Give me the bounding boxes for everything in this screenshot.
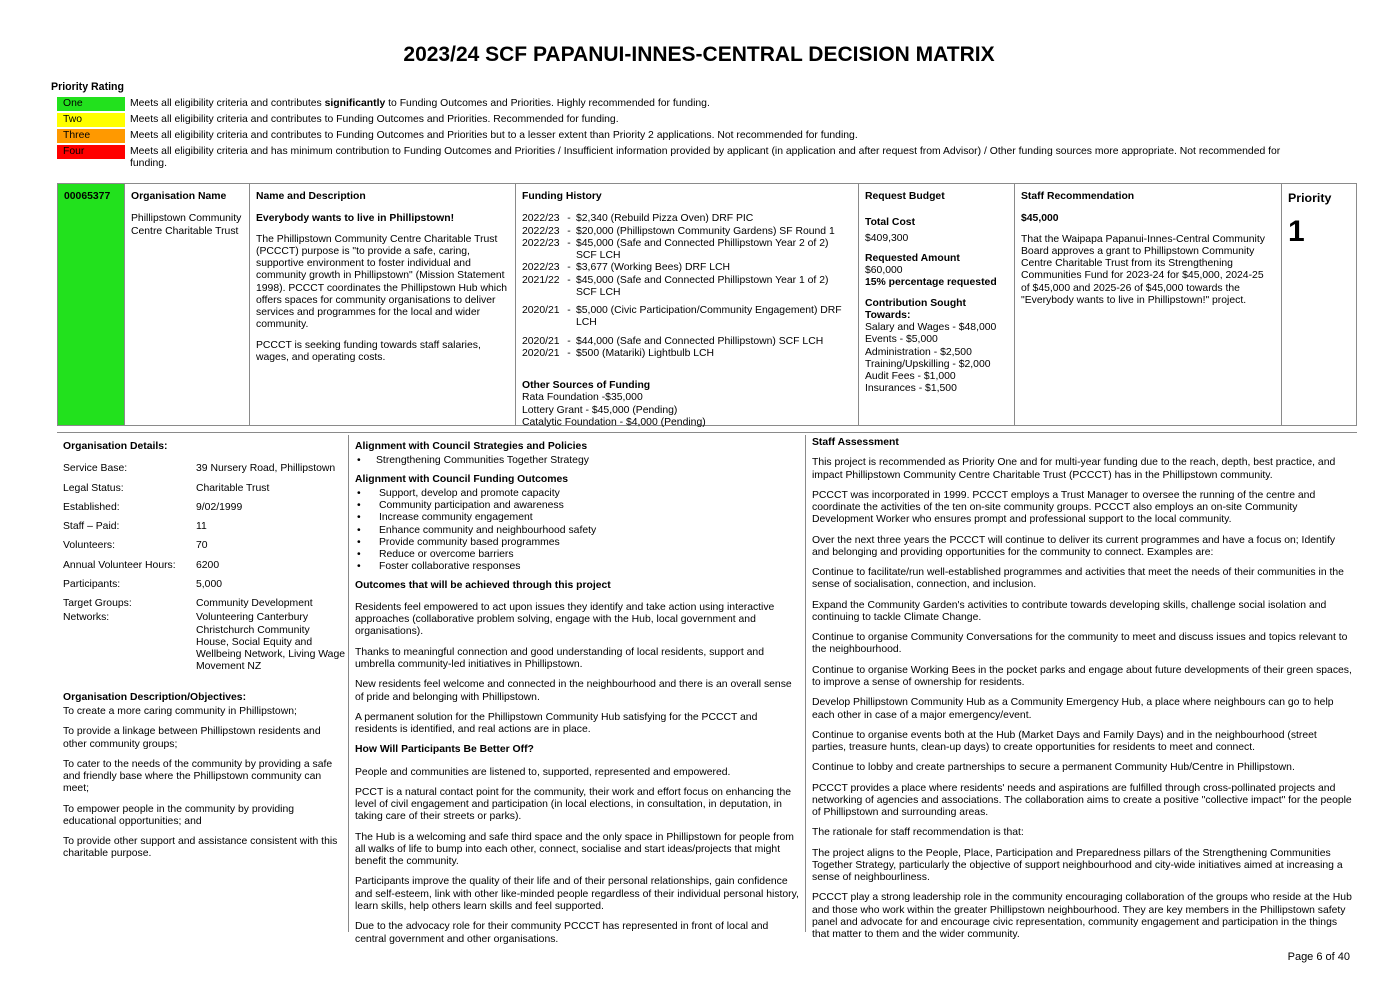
outcome-item: • Foster collaborative responses [355,561,799,573]
legend-text-part: Meets all eligibility criteria and contributes [130,98,325,109]
funding-history-item [522,262,852,274]
funding-text: $44,000 (Safe and Connected Phillipstown) SCF LCH [576,335,824,347]
recommended-amount: $45,000 [1021,213,1059,225]
funding-text: $5,000 (Civic Participation/Community Engagement) DRF LCH [576,305,842,329]
detail-value: 11 [196,521,207,533]
legend-swatch-four: Four [57,145,125,159]
outcome-item: • Support, develop and promote capacity [355,488,799,500]
funding-history-item [522,238,852,263]
detail-label: Legal Status: [63,482,124,494]
detail-value: 6200 [196,559,220,571]
funding-year: 2022/23 [522,225,560,237]
legend-row-three [57,129,1307,143]
detail-label: Service Base: [63,463,128,475]
project-outcome-item: Residents feel empowered to act upon issues they identify and take action using interactive approaches (collaborative problem solving, engage with the Hub, local government and organisations). [355,601,775,638]
request-budget-header: Request Budget [865,191,945,202]
funding-history-item [522,348,852,360]
funding-history-item [522,226,852,238]
objective-item: To cater to the needs of the community by providing a safe and friendly base where the Phillipstown community can meet; [63,758,333,795]
funding-year: 2020/21 [522,305,560,317]
contribution-item: Salary and Wages - $48,000 [865,322,997,334]
description-paragraph: The Phillipstown Community Centre Charitable Trust (PCCCT) purpose is "to provide a safe, caring, supportive environment to foster individual and community growth in Phillipstown" (Mission Statement 1998). PCCCT coordinates the Phillipstown Hub which offers spaces for community organisations to deliver services and programmes for the local and wider community. [256,233,508,331]
detail-row [63,502,345,514]
outcome-item: • Enhance community and neighbourhood safety [355,525,799,537]
project-outcome-item: A permanent solution for the Phillipstown Community Hub satisfying for the PCCCT and residents is identified, and real actions are in place. [355,711,758,736]
assessment-paragraph: Continue to lobby and create partnerships to secure a permanent Community Hub/Centre in Phillipstown. [812,762,1295,774]
assessment-paragraph: PCCCT play a strong leadership role in the community encouraging collaboration of the groups who reside at the Hub and those who work within the greater Phillipstown neighbourhood. They are key members in the Phillipstown safety panel and advocate for and encourage civic representation, community engagement and participation in the things that matter to them and the wider community. [812,892,1352,941]
legend-swatch-two: Two [57,113,125,127]
strategies-list [355,455,799,467]
assessment-paragraph: Expand the Community Garden's activities to contribute towards developing skills, challenge social isolation and continuing to tackle Climate Change. [812,599,1327,623]
funding-dash: - [567,213,571,225]
assessment-paragraph: Develop Phillipstown Community Hub as a Community Emergency Hub, a place where neighbours can go to help each other in case of a major emergency/event. [812,697,1334,721]
priority-cell [1282,184,1356,425]
detail-label: Established: [63,501,120,513]
assessment-paragraph: The project aligns to the People, Place, Participation and Preparedness pillars of the Strengthening Communities Together Strategy, particularly the objective of support neighbourhood and city-wide initiatives aimed at increasing a sense of neighbourliness. [812,847,1343,884]
other-sources-header: Other Sources of Funding [522,380,651,392]
assessment-paragraph: Continue to organise Working Bees in the pocket parks and engage about future developments of their green spaces, to improve a sense of ownership for residents. [812,664,1352,688]
priority-rating-heading: Priority Rating [51,81,124,93]
objective-item: To empower people in the community by providing educational opportunities; and [63,803,295,827]
project-outcomes-heading: Outcomes that will be achieved through this project [355,579,611,591]
section-divider [57,432,1357,433]
assessment-paragraph: The rationale for staff recommendation is that: [812,827,1024,839]
funding-year: 2020/21 [522,347,560,359]
detail-label: Annual Volunteer Hours: [63,559,176,571]
funding-dash: - [567,335,571,347]
requested-amount-label: Requested Amount [865,252,960,264]
legend-text-three: Meets all eligibility criteria and contributes to Funding Outcomes and Priorities but to a lesser extent than Priority 2 applications. Not recommended for funding. [130,130,858,141]
better-off-heading: How Will Participants Be Better Off? [355,744,534,756]
detail-row [63,612,345,673]
funding-year: 2022/23 [522,262,560,274]
funding-text: $3,677 (Working Bees) DRF LCH [576,262,730,274]
priority-header: Priority [1288,191,1332,205]
organisation-details-heading: Organisation Details: [63,441,168,452]
assessment-paragraph: Continue to organise events both at the Hub (Market Days and Family Days) and in the neighbourhood (street parties, treasure hunts, clean-up days) to create opportunities for residents to meet and connect. [812,729,1317,754]
detail-row [63,521,345,533]
better-off-item: PCCT is a natural contact point for the community, their work and effort focus on enhancing the level of civil engagement and participation (in local elections, in consultation, in deputation, in taking care of their streets or parks). [355,786,792,823]
other-source-item: Rata Foundation -$35,000 [522,392,643,404]
outcome-item: • Provide community based programmes [355,537,799,549]
better-off-item: The Hub is a welcoming and safe third space and the only space in Phillipstown for people from all walks of life to bump into each other, connect, socialise and start ideas/projects that might benefit the community. [355,831,794,868]
funding-dash: - [567,225,571,237]
detail-row [63,463,345,475]
detail-row [63,540,345,552]
project-title: Everybody wants to live in Phillipstown! [256,213,455,225]
staff-recommendation-header: Staff Recommendation [1021,191,1135,202]
description-cell [250,184,516,425]
percentage-requested: 15% percentage requested [865,277,997,289]
detail-label: Networks: [63,612,110,624]
funding-history-item [522,336,852,348]
detail-value: 9/02/1999 [196,501,243,513]
strategy-item: • Strengthening Communities Together Strategy [355,455,799,467]
organisation-details [63,441,345,869]
contribution-item: Events - $5,000 [865,334,938,346]
legend-row-two [57,113,1307,127]
priority-legend [57,97,1307,172]
funding-history-header: Funding History [522,191,602,202]
detail-value: 70 [196,540,208,552]
page-number: Page 6 of 40 [1287,951,1350,963]
alignment-column [348,435,806,945]
objectives-heading: Organisation Description/Objectives: [63,691,247,703]
funding-dash: - [567,274,571,286]
funding-text: $45,000 (Safe and Connected Phillipstown Year 2 of 2) SCF LCH [576,237,829,262]
better-off-item: Participants improve the quality of their life and of their personal relationships, gain confidence and self-esteem, link with other like-minded people regardless of their individual personal history, learn skills, help others learn skills and feel supported. [355,876,799,912]
contribution-item: Training/Upskilling - $2,000 [865,358,991,370]
description-header: Name and Description [256,191,366,202]
better-off-item: Due to the advocacy role for their community PCCCT has represented in front of local and central government and other organisations. [355,921,769,945]
legend-row-four [57,145,1307,170]
detail-value: Community Development [196,598,313,610]
detail-label: Staff – Paid: [63,521,120,533]
organisation-name-cell [125,184,250,425]
assessment-paragraph: This project is recommended as Priority One and for multi-year funding due to the reach, depth, best practice, and impact Phillipstown Community Centre Charitable Trust (PCCCT) has in the Phillipstown community. [812,457,1336,481]
detail-value: Volunteering Canterbury Christchurch Community House, Social Equity and Wellbeing Network, Living Wage Movement NZ [196,612,345,673]
funding-dash: - [567,347,571,359]
detail-row [63,598,345,610]
legend-swatch-one: One [57,97,125,111]
total-cost-value: $409,300 [865,232,909,244]
priority-value: 1 [1288,214,1305,248]
contribution-sought-label: Contribution Sought Towards: [865,297,966,321]
funding-year: 2022/23 [522,237,560,249]
other-source-item: Lottery Grant - $45,000 (Pending) [522,404,678,416]
detail-label: Participants: [63,578,121,590]
detail-value: Charitable Trust [196,482,270,494]
description-paragraph: PCCCT is seeking funding towards staff salaries, wages, and operating costs. [256,339,481,363]
assessment-paragraph: Continue to organise Community Conversations for the community to meet and discuss issues and topics relevant to the neighbourhood. [812,632,1348,656]
objective-item: To provide a linkage between Phillipstown residents and other community groups; [63,726,321,750]
funding-text: $45,000 (Safe and Connected Phillipstown Year 1 of 2) SCF LCH [576,274,829,298]
funding-history-item [522,275,852,300]
detail-label: Volunteers: [63,540,115,552]
detail-row [63,483,345,495]
funding-text: $2,340 (Rebuild Pizza Oven) DRF PIC [576,213,754,225]
request-budget-cell [859,184,1015,425]
organisation-name: Phillipstown Community Centre Charitable Trust [131,213,242,237]
detail-value: 5,000 [196,578,223,590]
assessment-paragraph: Continue to facilitate/run well-established programmes and activities that meet the needs of their communities in the sense of socialisation, connection, and inclusion. [812,567,1344,591]
application-id: 00065377 [58,184,125,425]
better-off-item: People and communities are listened to, supported, represented and empowered. [355,766,731,778]
detail-label: Target Groups: [63,598,132,610]
other-source-item: Catalytic Foundation - $4,000 (Pending) [522,416,706,428]
contribution-item: Insurances - $1,500 [865,383,957,395]
objective-item: To provide other support and assistance consistent with this charitable purpose. [63,836,338,860]
staff-recommendation-text: That the Waipapa Papanui-Innes-Central Community Board approves a grant to Phillipstown Community Centre Charitable Trust from its Strengthening Communities Fund for 2023-24 for $45,000, 2024-25 of $45,000 and 2025-26 of $45,000 towards the "Everybody wants to live in Phillipstown!" project. [1021,233,1265,306]
total-cost-label: Total Cost [865,217,916,229]
assessment-paragraph: PCCCT was incorporated in 1999. PCCCT employs a Trust Manager to oversee the running of the centre and coordinate the activities of the ten on-site community groups. PCCCT also employs an on-site Community Development Worker who ensures prompt and professional support to the local community. [812,489,1316,526]
funding-history-cell [516,184,859,428]
assessment-paragraph: Over the next three years the PCCCT will continue to deliver its current programmes and have a focus on; Identify and belonging and providing opportunities for the community to connect. Examples are: [812,534,1336,558]
organisation-name-header: Organisation Name [131,191,227,202]
legend-swatch-three: Three [57,129,125,143]
requested-amount-value: $60,000 [865,265,903,277]
legend-text-four: Meets all eligibility criteria and has minimum contribution to Funding Outcomes and Priorities / Insufficient information provided by applicant (in application and after request from Advisor) / Other funding sources more appropriate. Not recommended for funding. [130,146,1281,169]
funding-outcomes-heading: Alignment with Council Funding Outcomes [355,473,568,485]
funding-history-item [522,213,852,225]
staff-recommendation-cell [1015,184,1282,425]
legend-row-one [57,97,1307,111]
detail-value: 39 Nursery Road, Phillipstown [196,463,336,475]
decision-matrix-row [57,183,1357,426]
outcome-item: • Community participation and awareness [355,500,799,512]
detail-row [63,579,345,591]
funding-text: $500 (Matariki) Lightbulb LCH [576,347,715,359]
detail-row [63,560,345,572]
contribution-item: Audit Fees - $1,000 [865,371,956,383]
contribution-item: Administration - $2,500 [865,346,972,358]
assessment-paragraph: PCCCT provides a place where residents' needs and aspirations are fulfilled through cross-pollinated projects and networking of agencies and associations. The collaboration aims to create a positive "collective impact" for the people of Phillipstown and surrounding areas. [812,782,1352,819]
funding-dash: - [567,237,571,249]
page-title: 2023/24 SCF PAPANUI-INNES-CENTRAL DECISION MATRIX [403,43,995,66]
funding-dash: - [567,305,571,317]
outcome-item: • Reduce or overcome barriers [355,549,799,561]
legend-text-part: to Funding Outcomes and Priorities. Highly recommended for funding. [385,98,710,109]
project-outcome-item: New residents feel welcome and connected in the neighbourhood and there is an overall sense of pride and belonging with Phillipstown. [355,679,792,703]
legend-text-emphasis: significantly [324,98,386,109]
strategies-heading: Alignment with Council Strategies and Policies [355,441,588,452]
funding-outcomes-list [355,488,799,574]
funding-year: 2020/21 [522,335,560,347]
funding-dash: - [567,262,571,274]
funding-year: 2022/23 [522,213,560,225]
legend-text-one [125,97,710,110]
legend-text-two: Meets all eligibility criteria and contributes to Funding Outcomes and Priorities. Recommended for funding. [130,114,619,125]
project-outcome-item: Thanks to meaningful connection and good understanding of local residents, support and umbrella community-led initiatives in Phillipstown. [355,646,764,670]
outcome-item: • Increase community engagement [355,512,799,524]
funding-text: $20,000 (Phillipstown Community Gardens) SF Round 1 [576,225,835,237]
funding-history-item [522,305,852,330]
staff-assessment [812,437,1352,950]
objective-item: To create a more caring community in Phillipstown; [63,705,297,717]
staff-assessment-heading: Staff Assessment [812,437,899,448]
funding-year: 2021/22 [522,274,560,286]
